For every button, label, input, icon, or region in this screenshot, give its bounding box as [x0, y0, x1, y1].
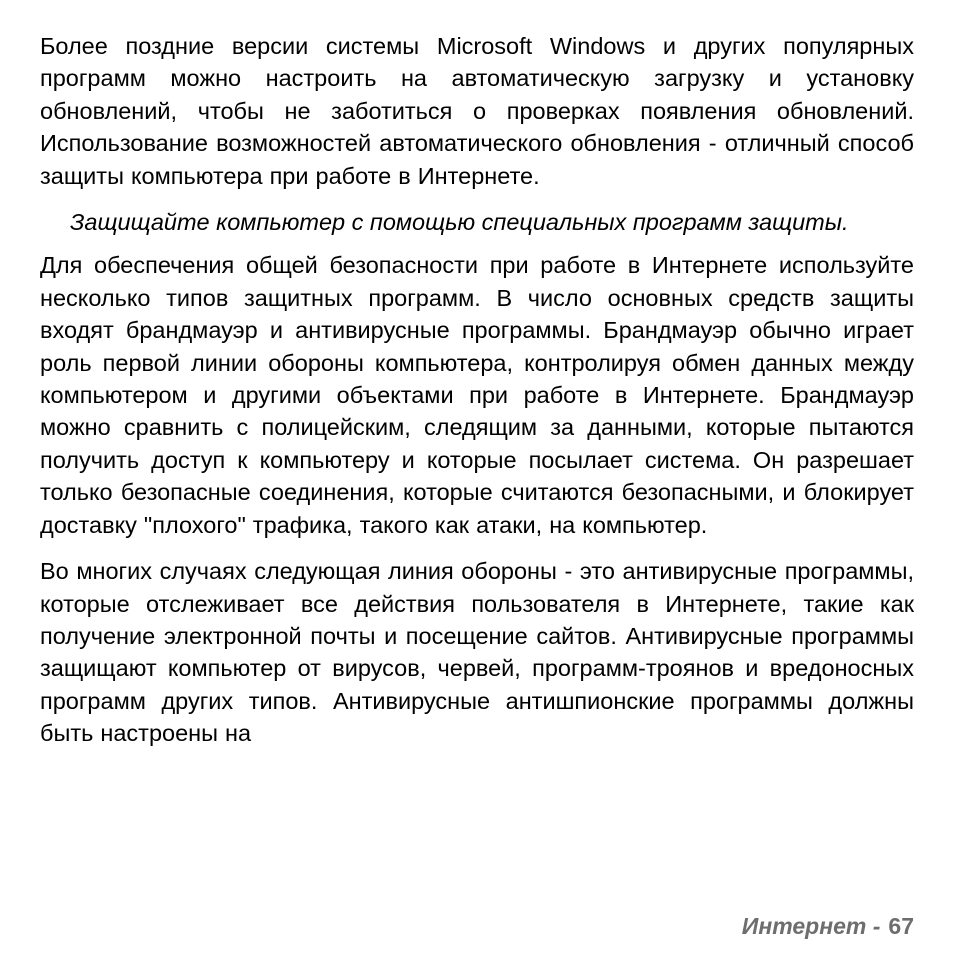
footer-section-name: Интернет - — [741, 913, 881, 939]
page-number: 67 — [888, 913, 914, 939]
section-subheading: Защищайте компьютер с помощью специальных программ защиты. — [70, 209, 849, 236]
paragraph-firewall: Для обеспечения общей безопасности при работе в Интернете используйте несколько типов защитных программ. В число основных средств защиты входят брандмауэр и антивирусные программы. Брандмауэр обычно играет роль первой линии обороны компьютера, контролируя обмен данных между компьютером и другими объектами при работе в Интернете. Брандмауэр можно сравнить с полицейским, следящим за данными, которые пытаются получить доступ к компьютеру и которые посылает система. Он разрешает только безопасные соединения, которые считаются безопасными, и блокирует доставку "плохого" трафика, такого как атаки, на компьютер. — [40, 252, 914, 538]
paragraph-antivirus: Во многих случаях следующая линия обороны - это антивирусные программы, которые отслеживает все действия пользователя в Интернете, такие как получение электронной почты и посещение сайтов. Антивирусные программы защищают компьютер от вирусов, червей, программ-троянов и вредоносных программ других типов. Антивирусные антишпионские программы должны быть настроены на — [40, 558, 914, 747]
page-footer — [742, 912, 914, 940]
page-body — [40, 30, 914, 750]
paragraph-auto-updates: Более поздние версии системы Microsoft Windows и других популярных программ можно настроить на автоматическую загрузку и установку обновлений, чтобы не заботиться о проверках появления обновлений. Использование возможностей автоматического обновления - отличный способ защиты компьютера при работе в Интернете. — [40, 33, 914, 189]
